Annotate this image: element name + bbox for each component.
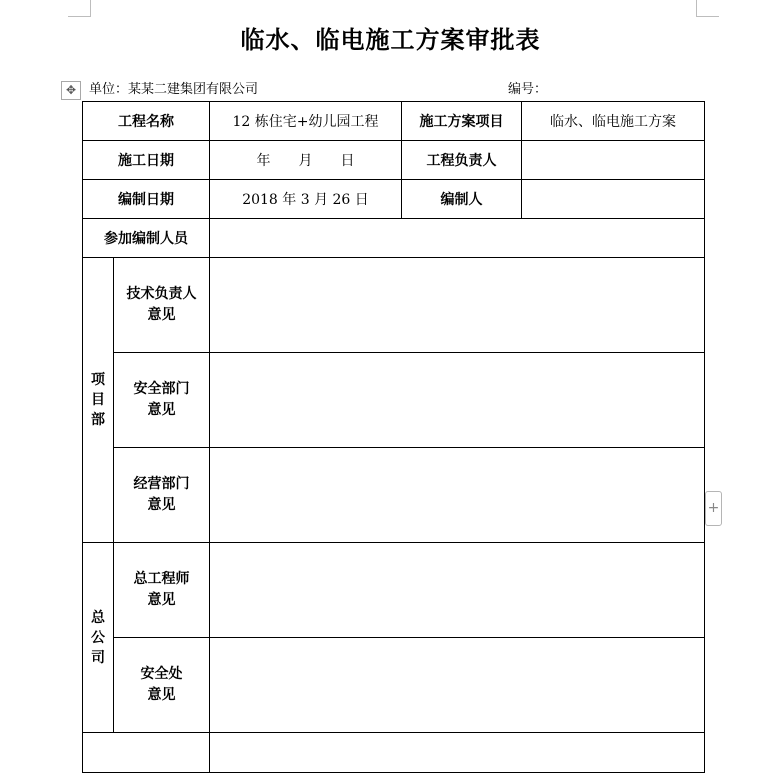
table-row <box>83 448 705 543</box>
construction-date-value[interactable]: 年 月 日 <box>210 141 402 180</box>
tech-leader-opinion-label <box>114 258 210 353</box>
construction-date-label: 施工日期 <box>83 141 210 180</box>
opinion-label-line: 意见 <box>147 307 176 323</box>
page-corner-mark-left <box>68 0 91 17</box>
head-office-char: 总 <box>91 609 105 626</box>
safety-office-opinion-value[interactable] <box>210 638 705 733</box>
opinion-label-line: 意见 <box>147 592 176 608</box>
compiler-label: 编制人 <box>402 180 522 219</box>
table-row <box>83 180 705 219</box>
project-leader-label: 工程负责人 <box>402 141 522 180</box>
table-row <box>83 638 705 733</box>
opinion-label-line: 意见 <box>147 687 176 703</box>
table-row <box>83 543 705 638</box>
project-dept-char: 项 <box>91 372 105 388</box>
chief-engineer-opinion-value[interactable] <box>210 543 705 638</box>
plan-item-label: 施工方案项目 <box>402 102 522 141</box>
business-dept-opinion-label <box>114 448 210 543</box>
project-name-label: 工程名称 <box>83 102 210 141</box>
business-dept-opinion-value[interactable] <box>210 448 705 543</box>
project-name-value[interactable]: 12 栋住宅+幼儿园工程 <box>210 102 402 141</box>
opinion-label-line: 经营部门 <box>133 476 190 492</box>
table-row <box>83 141 705 180</box>
table-row <box>83 102 705 141</box>
compiler-value[interactable] <box>522 180 705 219</box>
project-dept-label <box>83 258 114 543</box>
table-row <box>83 353 705 448</box>
approval-table <box>82 101 705 773</box>
move-arrows-icon[interactable]: ✥ <box>61 81 81 100</box>
opinion-label-line: 安全处 <box>140 666 183 682</box>
opinion-label-line: 意见 <box>147 497 176 513</box>
safety-office-opinion-label <box>114 638 210 733</box>
safety-dept-opinion-value[interactable] <box>210 353 705 448</box>
opinion-label-line: 意见 <box>147 402 176 418</box>
opinion-label-line: 总工程师 <box>133 571 190 587</box>
compile-date-label: 编制日期 <box>83 180 210 219</box>
number-label: 编号： <box>508 82 548 97</box>
compile-date-value[interactable]: 2018 年 3 月 26 日 <box>210 180 402 219</box>
page-title: 临水、临电施工方案审批表 <box>240 25 541 54</box>
opinion-label-line: 安全部门 <box>133 381 190 397</box>
table-row <box>83 258 705 353</box>
project-dept-char: 部 <box>91 412 105 428</box>
unit-label: 单位：某某二建集团有限公司 <box>89 82 259 97</box>
project-leader-value[interactable] <box>522 141 705 180</box>
tech-leader-opinion-value[interactable] <box>210 258 705 353</box>
plus-icon[interactable]: + <box>705 491 722 526</box>
participants-label: 参加编制人员 <box>83 219 210 258</box>
participants-value[interactable] <box>210 219 705 258</box>
opinion-label-line: 技术负责人 <box>126 286 197 302</box>
chief-engineer-opinion-label <box>114 543 210 638</box>
table-row <box>83 219 705 258</box>
project-dept-char: 目 <box>91 392 105 408</box>
safety-dept-opinion-label <box>114 353 210 448</box>
head-office-char: 公 <box>91 629 105 646</box>
head-office-char: 司 <box>91 649 105 666</box>
page-corner-mark-right <box>696 0 719 17</box>
head-office-label <box>83 543 114 733</box>
plan-item-value[interactable]: 临水、临电施工方案 <box>522 102 705 141</box>
